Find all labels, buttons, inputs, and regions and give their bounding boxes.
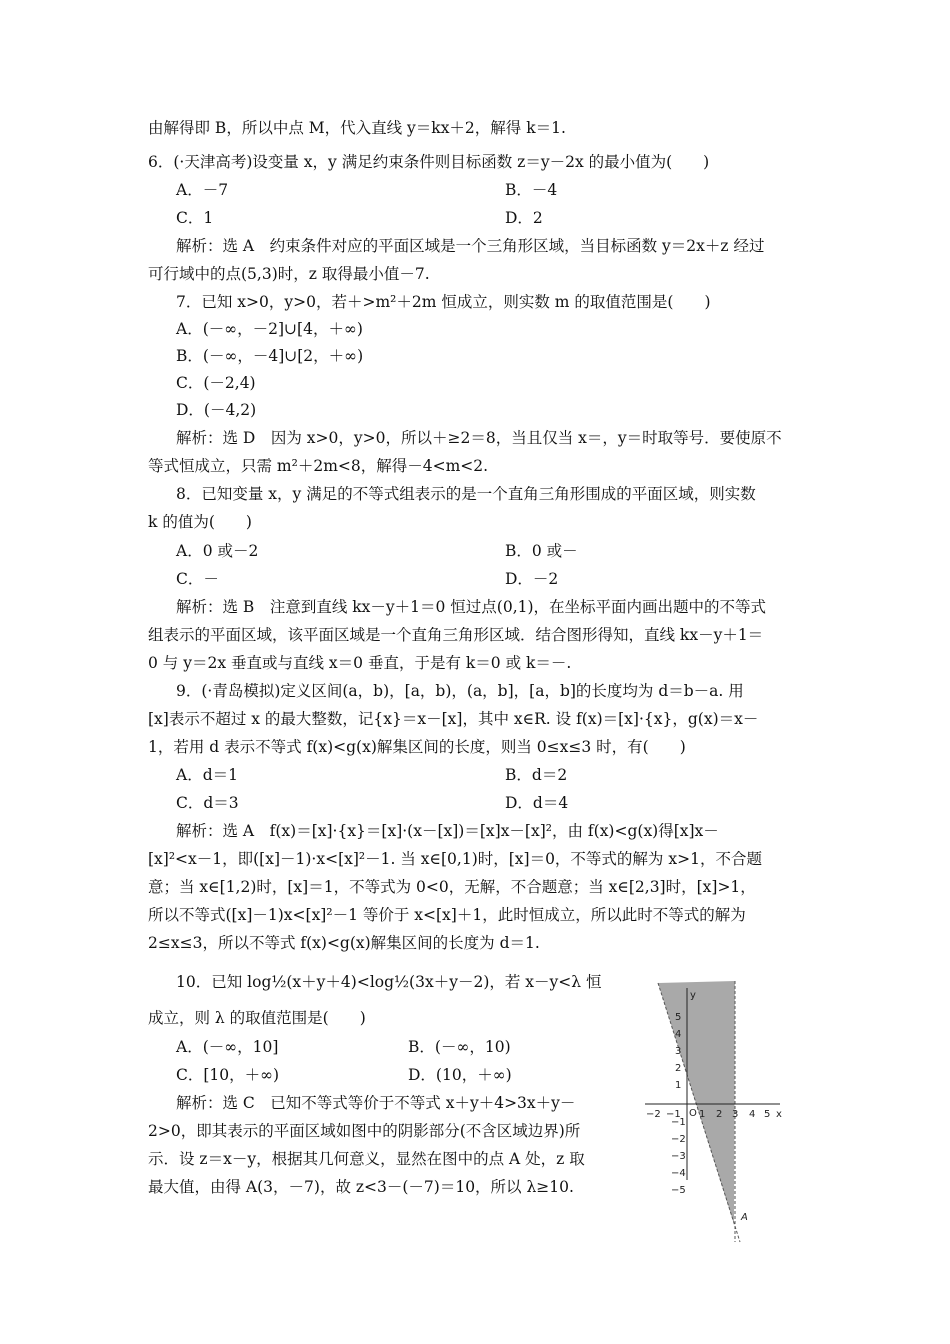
option-a: A．(－∞，10] — [176, 1038, 279, 1056]
text-line: 由解得即 B，所以中点 M，代入直线 y＝kx＋2，解得 k＝1. — [148, 119, 566, 137]
y-tick-label: −2 — [671, 1134, 686, 1145]
option-d: D．－2 — [505, 570, 559, 588]
x-axis-label: x — [776, 1109, 782, 1120]
x-tick-label: 5 — [764, 1109, 771, 1120]
y-tick-label: 5 — [675, 1012, 682, 1023]
question-8: 8．已知变量 x，y 满足的不等式组表示的是一个直角三角形围成的平面区域，则实数 — [176, 485, 756, 503]
solution-line: 解析：选 B 注意到直线 kx－y＋1＝0 恒过点(0,1)，在坐标平面内画出题中的不等式 — [176, 598, 767, 616]
option-b: B．0 或－ — [505, 542, 578, 560]
option-c: C．[10，＋∞) — [176, 1066, 280, 1084]
y-axis-label: y — [690, 990, 696, 1001]
option-a: A．－7 — [176, 181, 229, 199]
option-c: C．d＝3 — [176, 794, 239, 812]
solution-line: 最大值，由得 A(3，－7)，故 z<3－(－7)＝10，所以 λ≥10. — [148, 1178, 574, 1196]
y-tick-label: −4 — [671, 1168, 686, 1179]
option-b: B．－4 — [505, 181, 558, 199]
question-7: 7．已知 x>0，y>0，若＋>m²＋2m 恒成立，则实数 m 的取值范围是( ) — [176, 293, 711, 311]
solution-line: 0 与 y＝2x 垂直或与直线 x＝0 垂直，于是有 k＝0 或 k＝－. — [148, 654, 572, 672]
y-tick-label: 2 — [675, 1063, 682, 1074]
solution-line: 2>0，即其表示的平面区域如图中的阴影部分(不含区域边界)所 — [148, 1122, 581, 1140]
solution-line: 等式恒成立，只需 m²＋2m<8，解得－4<m<2. — [148, 457, 489, 475]
solution-line: 可行域中的点(5,3)时，z 取得最小值－7. — [148, 265, 430, 283]
y-tick-label: −1 — [671, 1117, 686, 1128]
text-line: [x]表示不超过 x 的最大整数，记{x}＝x－[x]，其中 x∈R. 设 f(x)＝[x]·{x}，g(x)＝x－ — [148, 710, 759, 728]
solution-line: 示．设 z＝x－y，根据其几何意义，显然在图中的点 A 处，z 取 — [148, 1150, 585, 1168]
x-tick-label: 3 — [732, 1109, 739, 1120]
question-10: 10．已知 log½(x＋y＋4)<log½(3x＋y－2)，若 x－y<λ 恒 — [176, 973, 602, 991]
x-tick-label: −1 — [666, 1109, 681, 1120]
x-tick-label: 4 — [749, 1109, 756, 1120]
y-tick-label: 4 — [675, 1029, 682, 1040]
option-d: D．2 — [505, 209, 543, 227]
y-tick-label: −3 — [671, 1151, 686, 1162]
x-tick-label: −2 — [646, 1109, 661, 1120]
x-tick-label: 1 — [699, 1109, 706, 1120]
option-c: C．－ — [176, 570, 219, 588]
solution-line: [x]²<x－1，即([x]－1)·x<[x]²－1. 当 x∈[0,1)时，[x]＝0，不等式的解为 x>1，不合题 — [148, 850, 762, 868]
text-line: 1，若用 d 表示不等式 f(x)<g(x)解集区间的长度，则当 0≤x≤3 时，有( ) — [148, 738, 686, 756]
option-d: D．(－4,2) — [176, 401, 257, 419]
option-b: B．(－∞，－4]∪[2，＋∞) — [176, 347, 364, 365]
option-b: B．(－∞，10) — [408, 1038, 511, 1056]
option-b: B．d＝2 — [505, 766, 568, 784]
option-a: A．0 或－2 — [176, 542, 259, 560]
option-c: C．(－2,4) — [176, 374, 256, 392]
question-6: 6．(·天津高考)设变量 x，y 满足约束条件则目标函数 z＝y－2x 的最小值为( ) — [148, 153, 710, 171]
y-tick-label: 1 — [675, 1080, 682, 1091]
solution-line: 解析：选 A 约束条件对应的平面区域是一个三角形区域，当目标函数 y＝2x＋z 经过 — [176, 237, 765, 255]
shaded-region — [658, 981, 735, 1224]
option-a: A．d＝1 — [176, 766, 238, 784]
text-line: 成立，则 λ 的取值范围是( ) — [148, 1009, 366, 1027]
option-a: A．(－∞，－2]∪[4，＋∞) — [176, 320, 363, 338]
solution-line: 所以不等式([x]－1)x<[x]²－1 等价于 x<[x]＋1，此时恒成立，所以此时不等式的解为 — [148, 906, 746, 924]
option-d: D．d＝4 — [505, 794, 569, 812]
solution-line: 2≤x≤3，所以不等式 f(x)<g(x)解集区间的长度为 d＝1. — [148, 934, 540, 952]
question-9: 9．(·青岛模拟)定义区间(a，b)，[a，b)，(a，b]，[a，b]的长度均为 d＝b－a. 用 — [176, 682, 744, 700]
option-d: D．(10，＋∞) — [408, 1066, 512, 1084]
region-graph — [640, 980, 790, 1250]
x-tick-label: 2 — [716, 1109, 723, 1120]
solution-line: 意；当 x∈[1,2)时，[x]＝1，不等式为 0<0，无解，不合题意；当 x∈[2,3]时，[x]>1， — [148, 878, 756, 896]
text-line: k 的值为( ) — [148, 513, 252, 531]
solution-line: 解析：选 C 已知不等式等价于不等式 x＋y＋4>3x＋y－ — [176, 1094, 576, 1112]
y-tick-label: 3 — [675, 1046, 682, 1057]
y-tick-label: −5 — [671, 1185, 686, 1196]
origin-label: O — [689, 1108, 697, 1119]
solution-line: 解析：选 D 因为 x>0，y>0，所以＋≥2＝8，当且仅当 x＝，y＝时取等号．要使原不 — [176, 429, 782, 447]
option-c: C．1 — [176, 209, 214, 227]
solution-line: 组表示的平面区域，该平面区域是一个直角三角形区域．结合图形得知，直线 kx－y＋1＝ — [148, 626, 764, 644]
solution-line: 解析：选 A f(x)＝[x]·{x}＝[x]·(x－[x])＝[x]x－[x]²，由 f(x)<g(x)得[x]x－ — [176, 822, 719, 840]
point-a-label: A — [741, 1212, 748, 1223]
